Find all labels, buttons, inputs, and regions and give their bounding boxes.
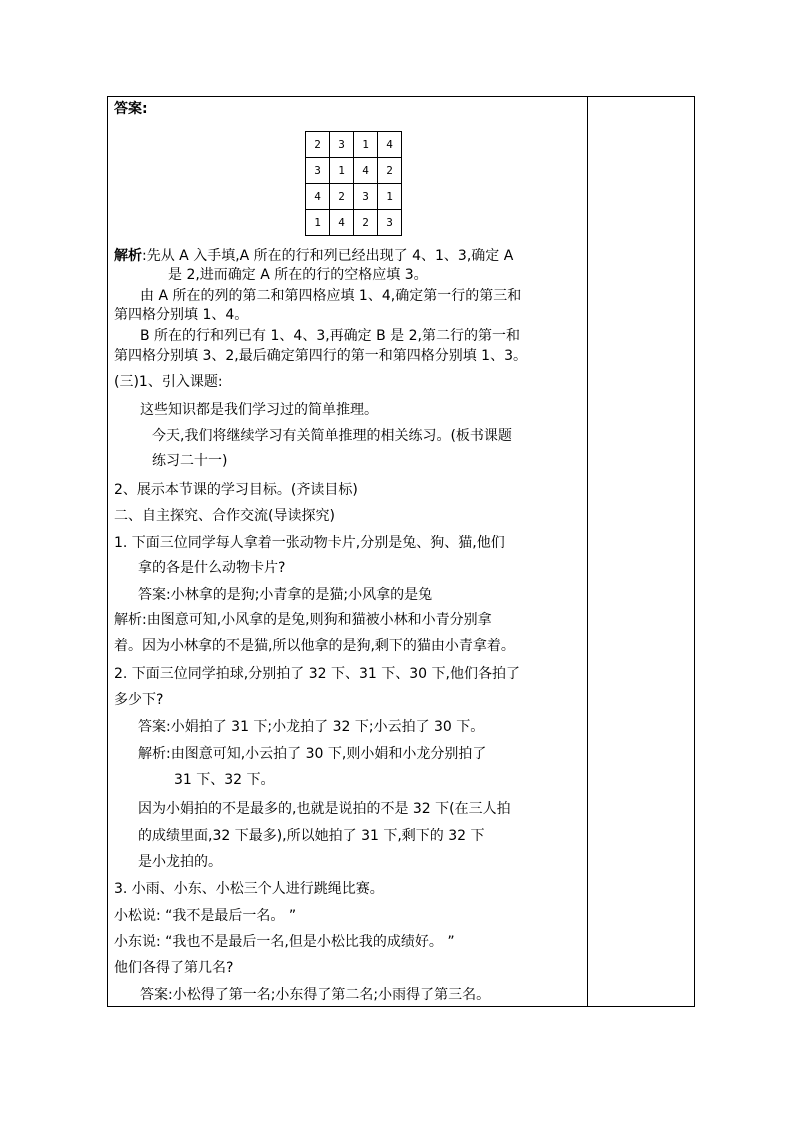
analysis-line: 解析:先从 A 入手填,A 所在的行和列已经出现了 4、1、3,确定 A xyxy=(114,248,514,264)
grid-cell: 2 xyxy=(378,158,402,184)
text-line: 小东说: “我也不是最后一名,但是小松比我的成绩好。 ” xyxy=(114,934,455,950)
text-line: 第四格分别填 1、4。 xyxy=(114,307,249,323)
text-line: 答案:小娟拍了 31 下;小龙拍了 32 下;小云拍了 30 下。 xyxy=(138,719,485,735)
grid-cell: 2 xyxy=(306,132,330,158)
grid-cell: 3 xyxy=(378,210,402,236)
text-line: 小松说: “我不是最后一名。 ” xyxy=(114,908,297,924)
text-line: 今天,我们将继续学习有关简单推理的相关练习。(板书课题 xyxy=(152,428,512,444)
analysis-label: 解析 xyxy=(114,248,142,264)
column-divider xyxy=(587,97,588,1006)
grid-cell: 4 xyxy=(306,184,330,210)
text-line: 这些知识都是我们学习过的简单推理。 xyxy=(140,402,378,418)
text-line: 31 下、32 下。 xyxy=(174,772,275,788)
text-line: 答案:小松得了第一名;小东得了第二名;小雨得了第三名。 xyxy=(140,987,491,1003)
text-line: 多少下? xyxy=(114,692,164,708)
grid-cell: 4 xyxy=(354,158,378,184)
text-line: (三)1、引入课题: xyxy=(114,374,223,390)
grid-cell: 1 xyxy=(354,132,378,158)
grid-cell: 1 xyxy=(306,210,330,236)
text-line: 2. 下面三位同学拍球,分别拍了 32 下、31 下、30 下,他们各拍了 xyxy=(114,666,520,682)
text-line: 2、展示本节课的学习目标。(齐读目标) xyxy=(114,482,358,498)
grid-cell: 2 xyxy=(354,210,378,236)
grid-cell: 3 xyxy=(354,184,378,210)
grid-cell: 1 xyxy=(330,158,354,184)
text-line: 由 A 所在的列的第二和第四格应填 1、4,确定第一行的第三和 xyxy=(140,288,522,304)
grid-cell: 3 xyxy=(330,132,354,158)
text-line: 着。因为小林拿的不是猫,所以他拿的是狗,剩下的猫由小青拿着。 xyxy=(114,638,515,654)
text-line: 答案:小林拿的是狗;小青拿的是猫;小风拿的是兔 xyxy=(138,587,433,603)
sudoku-grid xyxy=(305,131,402,236)
text-line: 3. 小雨、小东、小松三个人进行跳绳比赛。 xyxy=(114,881,384,897)
text-line: 是 2,进而确定 A 所在的行的空格应填 3。 xyxy=(168,267,428,283)
grid-row xyxy=(306,132,402,158)
text-line: B 所在的行和列已有 1、4、3,再确定 B 是 2,第二行的第一和 xyxy=(140,328,520,344)
grid-cell: 4 xyxy=(330,210,354,236)
grid-cell: 2 xyxy=(330,184,354,210)
text-line: 1. 下面三位同学每人拿着一张动物卡片,分别是兔、狗、猫,他们 xyxy=(114,535,505,551)
grid-row xyxy=(306,210,402,236)
lesson-table xyxy=(107,96,695,1007)
text-line: 第四格分别填 3、2,最后确定第四行的第一和第四格分别填 1、3。 xyxy=(114,348,527,364)
text-line: 解析:由图意可知,小云拍了 30 下,则小娟和小龙分别拍了 xyxy=(138,746,487,762)
text-line: 的成绩里面,32 下最多),所以她拍了 31 下,剩下的 32 下 xyxy=(138,828,485,844)
grid-cell: 4 xyxy=(378,132,402,158)
grid-row xyxy=(306,184,402,210)
text-line: 因为小娟拍的不是最多的,也就是说拍的不是 32 下(在三人拍 xyxy=(138,801,511,817)
grid-cell: 1 xyxy=(378,184,402,210)
text-line: 解析:由图意可知,小风拿的是兔,则狗和猫被小林和小青分别拿 xyxy=(114,612,492,628)
text-line: 二、自主探究、合作交流(导读探究) xyxy=(114,508,335,524)
text-line: 是小龙拍的。 xyxy=(138,854,222,870)
grid-row xyxy=(306,158,402,184)
answer-label: 答案: xyxy=(114,101,148,117)
text-line: 练习二十一) xyxy=(152,453,228,469)
text-line: 拿的各是什么动物卡片? xyxy=(138,560,286,576)
text-line: 他们各得了第几名? xyxy=(114,960,234,976)
grid-cell: 3 xyxy=(306,158,330,184)
